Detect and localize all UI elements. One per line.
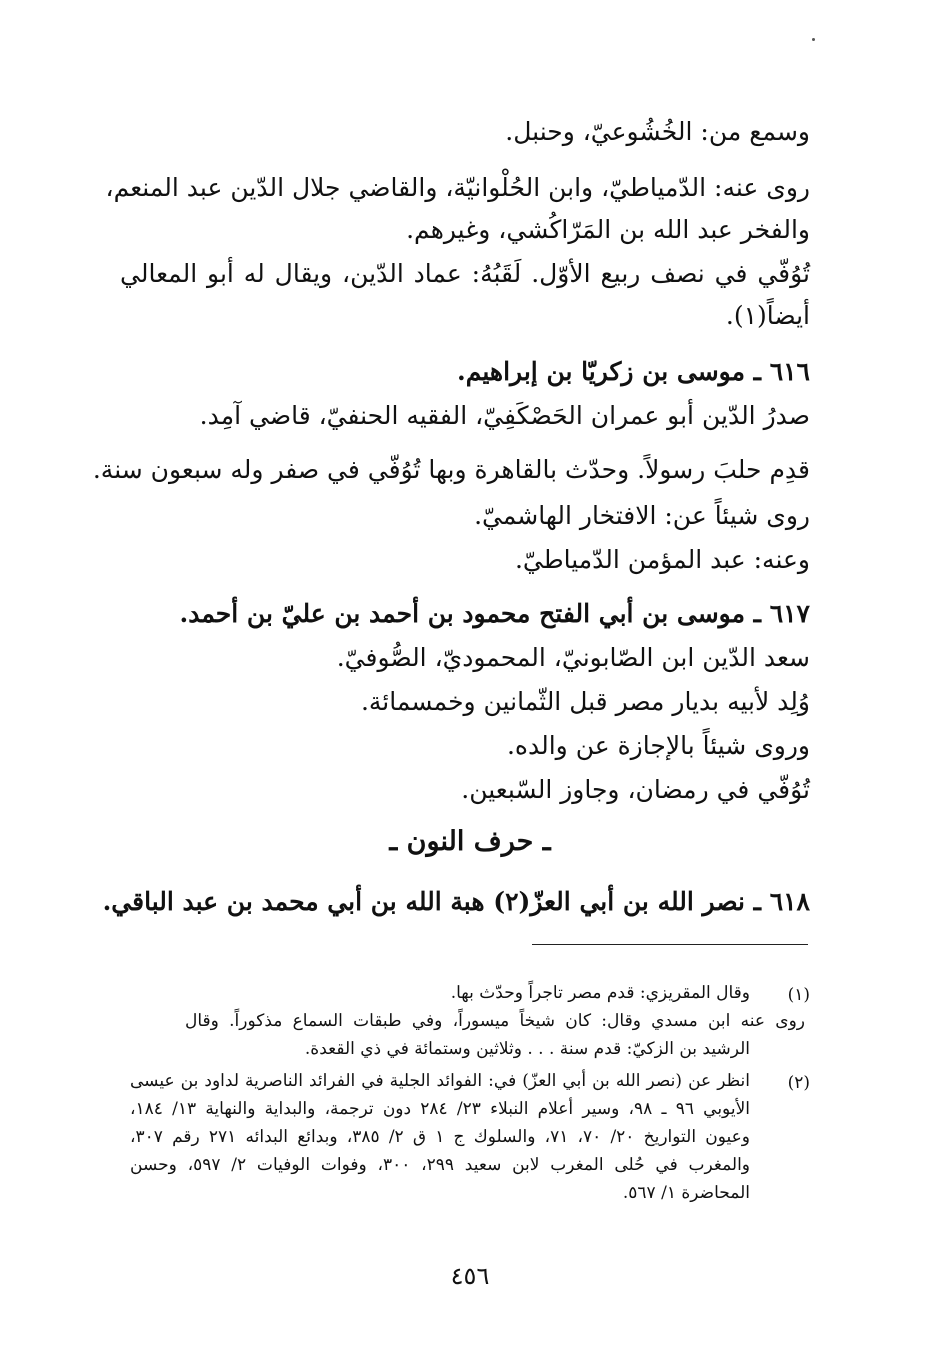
footnote-number-2: (٢) xyxy=(787,1073,810,1093)
footnote-2-line-4: والمغرب في حُلى المغرب لابن سعيد ٢٩٩، ٣٠٠، وفوات الوفيات ٢/ ٥٩٧، وحسن xyxy=(130,1155,751,1175)
footnote-2-line-1: انظر عن (نصر الله بن أبي العزّ) في: الفوائد الجلية في الفرائد الناصرية لداود بن عيسى xyxy=(130,1071,750,1091)
footnote-2-line-2: الأيوبي ٩٦ ـ ٩٨، وسير أعلام النبلاء ٢٣/ ٢٨٤ دون ترجمة، والبداية والنهاية ١٣/ ١٨٤، xyxy=(130,1099,750,1119)
body-line-7: صدرُ الدّين أبو عمران الحَصْكَفِيّ، الفقيه الحنفيّ، قاضي آمِد. xyxy=(199,401,810,430)
section-heading: ـ حرف النون ـ xyxy=(389,826,551,857)
body-line-1: وسمع من: الخُشُوعيّ، وحنبل. xyxy=(505,117,810,146)
entry-617-title: ٦١٧ ـ موسى بن أبي الفتح محمود بن أحمد بن عليّ بن أحمد. xyxy=(179,599,810,628)
footnote-number-1: (١) xyxy=(787,985,810,1005)
body-line-12: سعد الدّين ابن الصّابونيّ، المحموديّ، الصُّوفيّ. xyxy=(336,643,810,672)
page-number: ٤٥٦ xyxy=(450,1262,490,1290)
footnote-1-line-1: وقال المقريزي: قدم مصر تاجراً وحدّث بها. xyxy=(450,983,750,1003)
body-line-15: تُوُفّي في رمضان، وجاوز السّبعين. xyxy=(461,775,810,804)
body-line-10: وعنه: عبد المؤمن الدّمياطيّ. xyxy=(514,545,810,574)
body-line-8: قدِم حلبَ رسولاً. وحدّث بالقاهرة وبها تُوُفّي في صفر وله سبعون سنة. xyxy=(92,455,810,484)
footnote-1-line-3: الرشيد بن الزكيّ: قدم سنة . . . وثلاثين وستمائة في ذي القعدة. xyxy=(304,1039,750,1059)
footnote-2-line-3: وعيون التواريخ ٢٠/ ٧٠، ٧١، والسلوك ج ١ ق ٢/ ٣٨٥، وبدائع البدائه ٢٧١ رقم ٣٠٧، xyxy=(130,1127,750,1147)
entry-616-title: ٦١٦ ـ موسى بن زكريّا بن إبراهيم. xyxy=(457,357,810,386)
speck-mark xyxy=(812,38,815,41)
body-line-4: تُوُفّي في نصف ربيع الأوّل. لَقَبُهُ: عماد الدّين، ويقال له أبو المعالي xyxy=(120,259,810,288)
body-line-2: روى عنه: الدّمياطيّ، وابن الحُلْوانيّة، والقاضي جلال الدّين عبد المنعم، xyxy=(105,173,810,202)
footnote-divider xyxy=(532,944,808,945)
body-line-5: أيضاً(١). xyxy=(725,301,810,330)
body-line-9: روى شيئاً عن: الافتخار الهاشميّ. xyxy=(474,501,810,530)
body-line-13: وُلِد لأبيه بديار مصر قبل الثّمانين وخمسمائة. xyxy=(360,687,810,716)
footnote-1-line-2: روى عنه ابن مسدي وقال: كان شيخاً ميسوراً، وفي طبقات السماع مذكوراً. وقال xyxy=(185,1011,805,1031)
body-line-14: وروى شيئاً بالإجازة عن والده. xyxy=(506,731,810,760)
body-line-3: والفخر عبد الله بن المَرّاكُشي، وغيرهم. xyxy=(406,215,810,244)
entry-618-title: ٦١٨ ـ نصر الله بن أبي العزّ(٢) هبة الله بن أبي محمد بن عبد الباقي. xyxy=(102,887,810,916)
footnote-2-line-5: المحاضرة ١/ ٥٦٧. xyxy=(622,1183,750,1203)
